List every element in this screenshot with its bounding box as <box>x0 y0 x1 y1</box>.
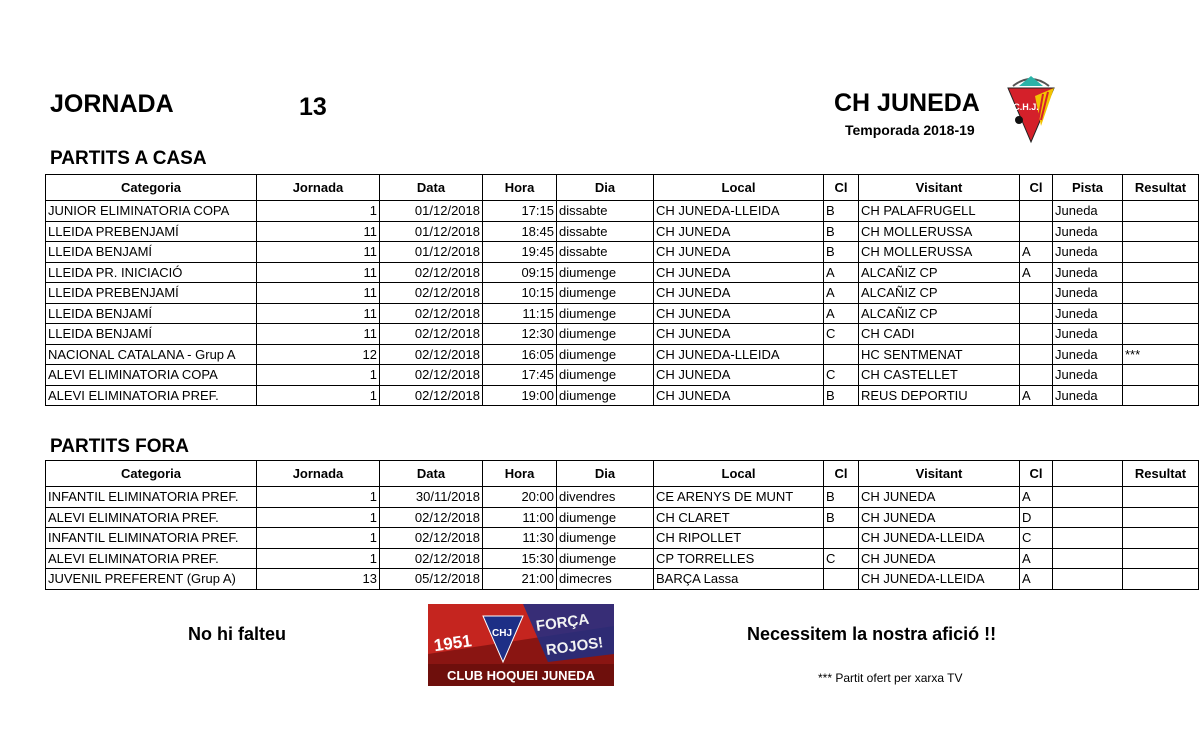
away-header-cell: Data <box>380 461 483 487</box>
away-cell: CH JUNEDA <box>859 487 1020 508</box>
away-cell <box>1053 548 1123 569</box>
banner-slogan-top: FORÇA <box>534 610 591 635</box>
home-cell: diumenge <box>557 262 654 283</box>
home-cell: dissabte <box>557 221 654 242</box>
home-header-cell: Cl <box>1020 175 1053 201</box>
home-cell: 12:30 <box>483 324 557 345</box>
home-cell: C <box>824 365 859 386</box>
home-cell: 02/12/2018 <box>380 283 483 304</box>
home-cell <box>824 344 859 365</box>
away-header-cell: Dia <box>557 461 654 487</box>
home-cell: B <box>824 242 859 263</box>
away-cell: 1 <box>257 528 380 549</box>
logo-text: C.H.J. <box>1013 102 1039 112</box>
banner-year: 1951 <box>432 631 473 656</box>
away-header-cell: Jornada <box>257 461 380 487</box>
away-table-row <box>46 487 1199 508</box>
home-table-row <box>46 221 1199 242</box>
away-cell: INFANTIL ELIMINATORIA PREF. <box>46 528 257 549</box>
away-cell: 21:00 <box>483 569 557 590</box>
home-cell: CH JUNEDA <box>654 283 824 304</box>
away-header-cell: Cl <box>1020 461 1053 487</box>
home-table-row <box>46 365 1199 386</box>
away-cell <box>1053 487 1123 508</box>
home-cell: 11 <box>257 283 380 304</box>
away-cell: 1 <box>257 487 380 508</box>
away-cell: C <box>1020 528 1053 549</box>
home-cell: CH MOLLERUSSA <box>859 242 1020 263</box>
away-cell: 1 <box>257 548 380 569</box>
home-cell: 17:15 <box>483 201 557 222</box>
away-cell: CH JUNEDA-LLEIDA <box>859 569 1020 590</box>
away-cell: B <box>824 507 859 528</box>
away-cell <box>1123 487 1199 508</box>
club-logo <box>1005 74 1057 146</box>
season-label: Temporada 2018-19 <box>845 122 975 138</box>
home-cell <box>1123 242 1199 263</box>
home-header-cell: Pista <box>1053 175 1123 201</box>
home-cell: diumenge <box>557 324 654 345</box>
away-cell <box>1053 569 1123 590</box>
home-cell: Juneda <box>1053 303 1123 324</box>
home-header-cell: Cl <box>824 175 859 201</box>
home-cell <box>1020 283 1053 304</box>
home-cell: CH JUNEDA-LLEIDA <box>654 201 824 222</box>
home-cell: 01/12/2018 <box>380 221 483 242</box>
home-cell: 02/12/2018 <box>380 262 483 283</box>
home-cell: LLEIDA PREBENJAMÍ <box>46 283 257 304</box>
home-cell: 01/12/2018 <box>380 201 483 222</box>
home-cell: ALEVI ELIMINATORIA PREF. <box>46 385 257 406</box>
home-cell <box>1123 385 1199 406</box>
jornada-number: 13 <box>299 93 327 121</box>
home-cell: ALCAÑIZ CP <box>859 283 1020 304</box>
home-cell: diumenge <box>557 365 654 386</box>
tv-note: *** Partit ofert per xarxa TV <box>818 671 963 685</box>
home-cell: A <box>1020 385 1053 406</box>
away-cell: divendres <box>557 487 654 508</box>
away-cell: 11:30 <box>483 528 557 549</box>
home-table-row <box>46 262 1199 283</box>
home-cell: dissabte <box>557 201 654 222</box>
away-cell <box>824 569 859 590</box>
banner-badge: CHJ <box>492 628 513 639</box>
away-cell: CH JUNEDA <box>859 507 1020 528</box>
home-cell: LLEIDA PREBENJAMÍ <box>46 221 257 242</box>
away-cell: BARÇA Lassa <box>654 569 824 590</box>
home-cell: JUNIOR ELIMINATORIA COPA <box>46 201 257 222</box>
home-cell: CH JUNEDA <box>654 221 824 242</box>
home-cell: CH JUNEDA-LLEIDA <box>654 344 824 365</box>
home-cell: 18:45 <box>483 221 557 242</box>
home-cell: 1 <box>257 201 380 222</box>
away-cell: diumenge <box>557 548 654 569</box>
home-cell: Juneda <box>1053 365 1123 386</box>
home-cell: LLEIDA PR. INICIACIÓ <box>46 262 257 283</box>
home-cell <box>1020 303 1053 324</box>
away-cell <box>1123 569 1199 590</box>
home-table-row <box>46 344 1199 365</box>
away-cell <box>1053 528 1123 549</box>
home-cell: diumenge <box>557 344 654 365</box>
away-cell: 30/11/2018 <box>380 487 483 508</box>
home-cell: CH MOLLERUSSA <box>859 221 1020 242</box>
home-cell: ALCAÑIZ CP <box>859 262 1020 283</box>
club-name: CH JUNEDA <box>834 89 980 117</box>
home-cell: Juneda <box>1053 324 1123 345</box>
away-table-row <box>46 507 1199 528</box>
away-cell: JUVENIL PREFERENT (Grup A) <box>46 569 257 590</box>
away-cell <box>1123 548 1199 569</box>
jornada-label: JORNADA <box>50 90 174 118</box>
home-cell <box>1020 221 1053 242</box>
home-section-title: PARTITS A CASA <box>50 148 207 169</box>
home-cell: LLEIDA BENJAMÍ <box>46 324 257 345</box>
banner-slogan-bottom: ROJOS! <box>544 634 605 659</box>
home-cell <box>1123 262 1199 283</box>
home-table-row <box>46 242 1199 263</box>
home-cell <box>1020 201 1053 222</box>
away-matches-table <box>45 460 1199 590</box>
home-cell: Juneda <box>1053 385 1123 406</box>
away-cell: CH RIPOLLET <box>654 528 824 549</box>
home-cell: 11 <box>257 262 380 283</box>
away-table-row <box>46 569 1199 590</box>
home-cell <box>1123 365 1199 386</box>
footer-right-text: Necessitem la nostra afició !! <box>747 624 997 644</box>
home-header-cell: Dia <box>557 175 654 201</box>
home-header-cell: Local <box>654 175 824 201</box>
away-cell <box>824 528 859 549</box>
home-cell <box>1020 324 1053 345</box>
home-cell: 02/12/2018 <box>380 365 483 386</box>
home-cell: Juneda <box>1053 262 1123 283</box>
home-cell: B <box>824 385 859 406</box>
home-table-row <box>46 324 1199 345</box>
away-cell: ALEVI ELIMINATORIA PREF. <box>46 548 257 569</box>
home-cell: NACIONAL CATALANA - Grup A <box>46 344 257 365</box>
home-cell: 1 <box>257 385 380 406</box>
home-cell: 19:45 <box>483 242 557 263</box>
away-cell: B <box>824 487 859 508</box>
banner-graphic <box>428 604 614 686</box>
home-cell: 19:00 <box>483 385 557 406</box>
home-cell: 11 <box>257 221 380 242</box>
home-cell: A <box>824 303 859 324</box>
home-cell: Juneda <box>1053 283 1123 304</box>
home-cell: 11:15 <box>483 303 557 324</box>
home-cell: 11 <box>257 242 380 263</box>
away-cell: A <box>1020 569 1053 590</box>
away-cell: A <box>1020 548 1053 569</box>
home-cell: CH JUNEDA <box>654 242 824 263</box>
home-header-cell: Jornada <box>257 175 380 201</box>
away-cell: diumenge <box>557 528 654 549</box>
home-cell: ALEVI ELIMINATORIA COPA <box>46 365 257 386</box>
home-cell: CH JUNEDA <box>654 303 824 324</box>
home-cell: 11 <box>257 324 380 345</box>
away-header-cell <box>1053 461 1123 487</box>
away-cell: 15:30 <box>483 548 557 569</box>
home-cell: 10:15 <box>483 283 557 304</box>
away-cell: CH JUNEDA-LLEIDA <box>859 528 1020 549</box>
home-cell: dissabte <box>557 242 654 263</box>
home-cell: LLEIDA BENJAMÍ <box>46 303 257 324</box>
away-cell: ALEVI ELIMINATORIA PREF. <box>46 507 257 528</box>
away-header-cell: Local <box>654 461 824 487</box>
away-cell: 11:00 <box>483 507 557 528</box>
home-cell: 12 <box>257 344 380 365</box>
home-cell: CH CASTELLET <box>859 365 1020 386</box>
away-cell: CH JUNEDA <box>859 548 1020 569</box>
home-cell: 16:05 <box>483 344 557 365</box>
home-cell <box>1123 201 1199 222</box>
home-cell <box>1020 365 1053 386</box>
home-cell: A <box>1020 262 1053 283</box>
home-cell: A <box>824 262 859 283</box>
home-cell: diumenge <box>557 283 654 304</box>
home-cell: 17:45 <box>483 365 557 386</box>
home-cell: CH JUNEDA <box>654 385 824 406</box>
away-header-cell: Categoria <box>46 461 257 487</box>
home-cell: diumenge <box>557 303 654 324</box>
home-header-cell: Hora <box>483 175 557 201</box>
away-cell: CE ARENYS DE MUNT <box>654 487 824 508</box>
home-cell <box>1123 324 1199 345</box>
home-header-cell: Categoria <box>46 175 257 201</box>
away-cell: CH CLARET <box>654 507 824 528</box>
home-header-cell: Resultat <box>1123 175 1199 201</box>
home-cell <box>1123 303 1199 324</box>
away-cell: INFANTIL ELIMINATORIA PREF. <box>46 487 257 508</box>
logo-ball <box>1015 116 1023 124</box>
away-cell: 13 <box>257 569 380 590</box>
home-cell: A <box>824 283 859 304</box>
away-cell <box>1123 507 1199 528</box>
home-cell: CH JUNEDA <box>654 324 824 345</box>
home-cell <box>1020 344 1053 365</box>
home-table-row <box>46 201 1199 222</box>
home-cell: REUS DEPORTIU <box>859 385 1020 406</box>
home-cell: LLEIDA BENJAMÍ <box>46 242 257 263</box>
home-cell: 02/12/2018 <box>380 303 483 324</box>
home-cell: diumenge <box>557 385 654 406</box>
home-cell: 01/12/2018 <box>380 242 483 263</box>
home-table-row <box>46 303 1199 324</box>
home-cell: C <box>824 324 859 345</box>
away-header-cell: Resultat <box>1123 461 1199 487</box>
away-cell: A <box>1020 487 1053 508</box>
banner-club-name: CLUB HOQUEI JUNEDA <box>446 668 596 683</box>
home-header-cell: Visitant <box>859 175 1020 201</box>
home-table-row <box>46 283 1199 304</box>
away-cell: 1 <box>257 507 380 528</box>
away-header-cell: Visitant <box>859 461 1020 487</box>
home-cell: Juneda <box>1053 344 1123 365</box>
away-cell: C <box>824 548 859 569</box>
footer-left-text: No hi falteu <box>188 624 286 644</box>
home-header-cell: Data <box>380 175 483 201</box>
away-cell <box>1123 528 1199 549</box>
away-cell: CP TORRELLES <box>654 548 824 569</box>
away-cell: D <box>1020 507 1053 528</box>
home-cell: *** <box>1123 344 1199 365</box>
away-table-row <box>46 548 1199 569</box>
away-cell: dimecres <box>557 569 654 590</box>
home-cell: B <box>824 201 859 222</box>
away-cell: 02/12/2018 <box>380 507 483 528</box>
home-cell: 02/12/2018 <box>380 344 483 365</box>
away-table-row <box>46 528 1199 549</box>
away-cell: 05/12/2018 <box>380 569 483 590</box>
away-section-title: PARTITS FORA <box>50 436 189 457</box>
away-cell: 02/12/2018 <box>380 528 483 549</box>
home-table-row <box>46 385 1199 406</box>
home-cell: Juneda <box>1053 242 1123 263</box>
away-cell: 02/12/2018 <box>380 548 483 569</box>
home-cell: B <box>824 221 859 242</box>
away-header-cell: Cl <box>824 461 859 487</box>
home-cell: CH CADI <box>859 324 1020 345</box>
home-cell: Juneda <box>1053 201 1123 222</box>
away-header-cell: Hora <box>483 461 557 487</box>
home-cell: 09:15 <box>483 262 557 283</box>
home-cell: 1 <box>257 365 380 386</box>
home-cell: HC SENTMENAT <box>859 344 1020 365</box>
home-cell <box>1123 283 1199 304</box>
home-cell: 02/12/2018 <box>380 324 483 345</box>
home-cell: 11 <box>257 303 380 324</box>
home-cell: A <box>1020 242 1053 263</box>
home-cell: CH PALAFRUGELL <box>859 201 1020 222</box>
home-matches-table <box>45 174 1199 406</box>
home-cell: CH JUNEDA <box>654 365 824 386</box>
home-cell: 02/12/2018 <box>380 385 483 406</box>
away-cell: 20:00 <box>483 487 557 508</box>
home-cell: CH JUNEDA <box>654 262 824 283</box>
home-cell: Juneda <box>1053 221 1123 242</box>
club-banner <box>428 604 614 686</box>
home-cell: ALCAÑIZ CP <box>859 303 1020 324</box>
home-cell <box>1123 221 1199 242</box>
away-cell: diumenge <box>557 507 654 528</box>
away-cell <box>1053 507 1123 528</box>
